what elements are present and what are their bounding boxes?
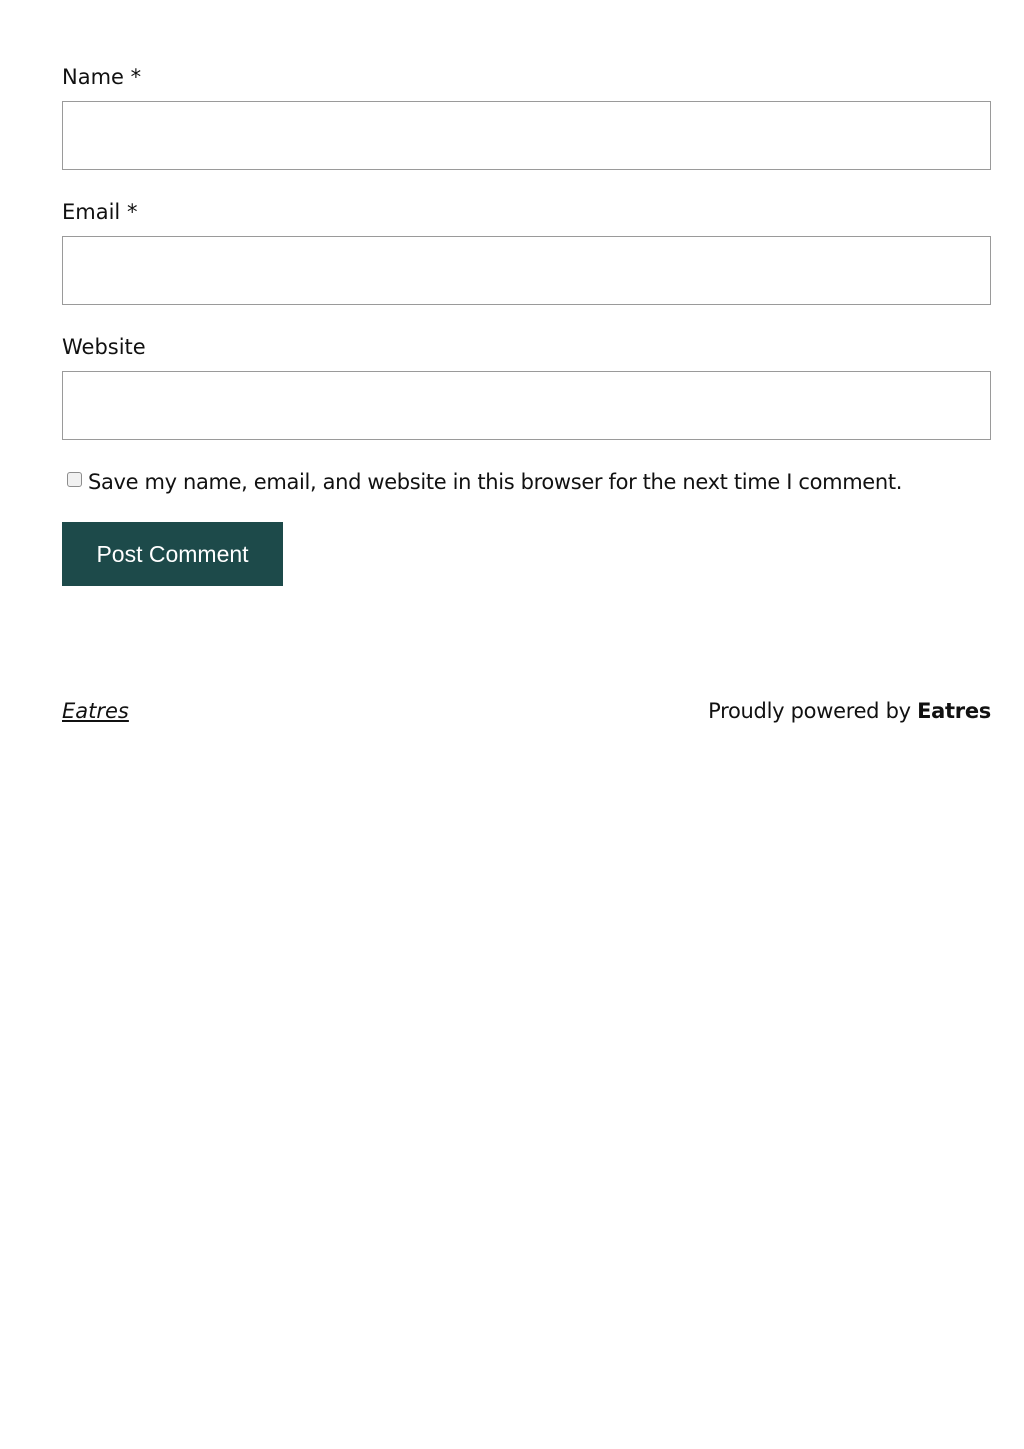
consent-checkbox[interactable] bbox=[67, 472, 82, 487]
post-comment-button[interactable]: Post Comment bbox=[62, 522, 283, 586]
consent-label: Save my name, email, and website in this browser for the next time I comment. bbox=[88, 470, 903, 494]
footer-credit bbox=[708, 697, 991, 725]
email-field[interactable] bbox=[62, 236, 991, 305]
name-label: Name * bbox=[62, 65, 142, 89]
website-label: Website bbox=[62, 335, 146, 359]
credit-prefix: Proudly powered by bbox=[708, 699, 911, 723]
footer-site-link[interactable]: Eatres bbox=[62, 699, 129, 723]
credit-brand: Eatres bbox=[917, 699, 991, 723]
email-label: Email * bbox=[62, 200, 138, 224]
name-field[interactable] bbox=[62, 101, 991, 170]
consent-row bbox=[62, 468, 991, 496]
website-field[interactable] bbox=[62, 371, 991, 440]
site-footer bbox=[62, 697, 991, 727]
